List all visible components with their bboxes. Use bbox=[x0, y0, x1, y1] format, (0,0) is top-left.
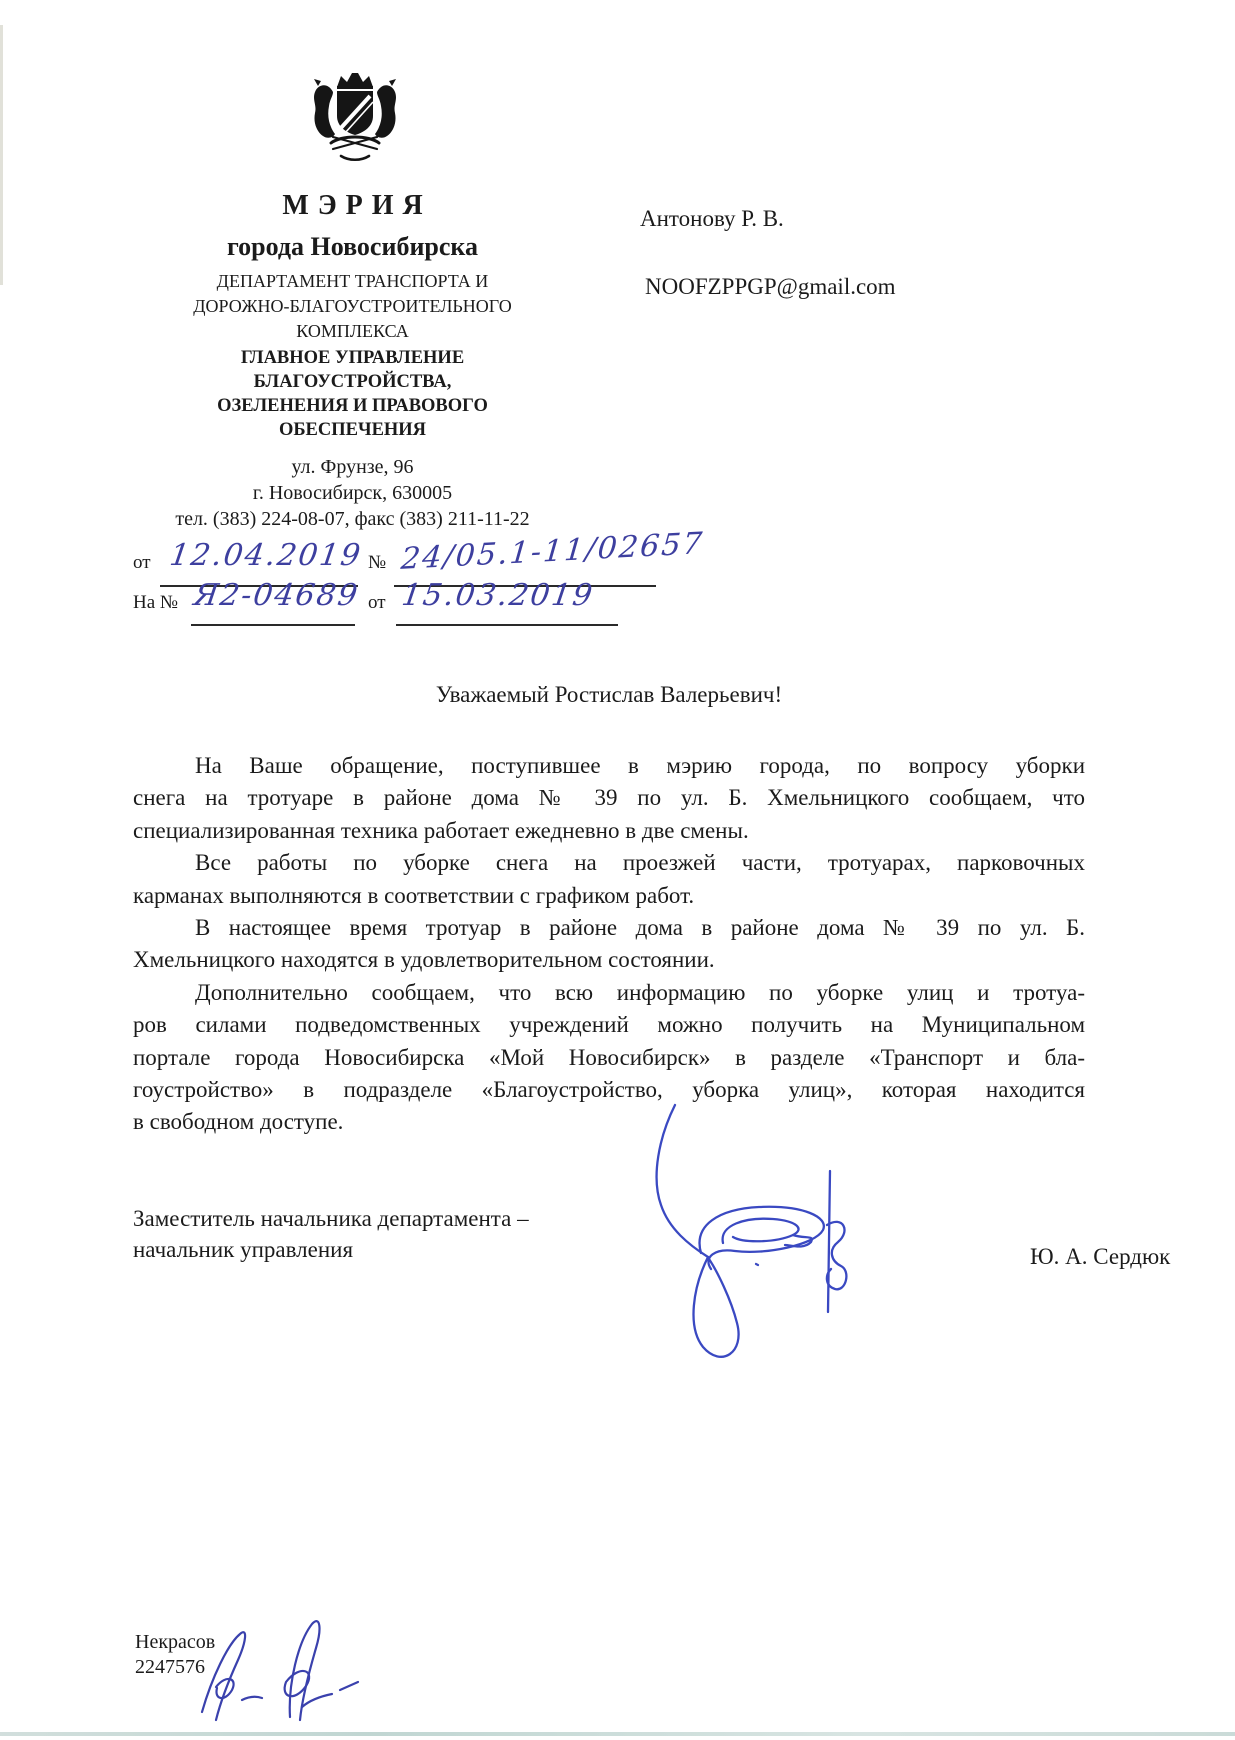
executor-name: Некрасов bbox=[135, 1631, 216, 1653]
body-line: снега на тротуаре в районе дома № 39 по ул. Б. Хмельницкого сообщаем, что bbox=[133, 785, 1085, 811]
division-line3: ОЗЕЛЕНЕНИЯ И ПРАВОВОГО bbox=[217, 396, 488, 416]
recipient-name: Антонову Р. В. bbox=[640, 206, 784, 231]
incoming-date-underline bbox=[396, 624, 618, 626]
body-line: На Ваше обращение, поступившее в мэрию города, по вопросу уборки bbox=[195, 753, 1085, 778]
body-line: В настоящее время тротуар в районе дома в районе дома № 39 по ул. Б. bbox=[195, 915, 1085, 941]
org-name-line1: МЭРИЯ bbox=[282, 190, 432, 221]
outgoing-number-label: № bbox=[368, 552, 387, 573]
signer-position-line2: начальник управления bbox=[133, 1237, 354, 1262]
salutation: Уважаемый Ростислав Валерьевич! bbox=[435, 682, 783, 707]
letterhead bbox=[110, 190, 595, 532]
scan-edge-artifact-bottom bbox=[0, 1732, 1235, 1736]
reply-to-label: На № bbox=[133, 592, 179, 613]
org-name-line2: города Новосибирска bbox=[226, 232, 479, 261]
incoming-number-handwritten: Я2-04689 bbox=[191, 578, 362, 613]
body-line: Все работы по уборке снега на проезжей части, тротуарах, парковочных bbox=[195, 850, 1085, 876]
signer-position-line1: Заместитель начальника департамента – bbox=[133, 1206, 529, 1231]
division-line4: ОБЕСПЕЧЕНИЯ bbox=[278, 420, 427, 440]
body-line: в свободном доступе. bbox=[133, 1109, 344, 1135]
incoming-date-label: от bbox=[368, 592, 386, 613]
address-phone-fax: тел. (383) 224-08-07, факс (383) 211-11-22 bbox=[175, 508, 530, 530]
letter-body bbox=[133, 750, 1085, 1139]
body-line: карманах выполняются в соответствии с графиком работ. bbox=[133, 882, 695, 908]
handwritten-signature bbox=[645, 1085, 875, 1375]
scan-edge-artifact-left bbox=[0, 25, 3, 285]
address-street: ул. Фрунзе, 96 bbox=[291, 456, 414, 478]
division-line2: БЛАГОУСТРОЙСТВА, bbox=[253, 372, 452, 392]
body-line: специализированная техника работает ежедневно в две смены. bbox=[133, 817, 749, 843]
department-line3: КОМПЛЕКСА bbox=[296, 321, 409, 341]
body-line: портале города Новосибирска «Мой Новосибирск» в разделе «Транспорт и бла- bbox=[133, 1044, 1085, 1070]
outgoing-date-handwritten: 12.04.2019 bbox=[167, 538, 365, 573]
incoming-number-underline bbox=[191, 624, 355, 626]
division-line1: ГЛАВНОЕ УПРАВЛЕНИЕ bbox=[240, 348, 465, 368]
executor-handwritten-initials bbox=[190, 1612, 380, 1737]
body-line: Дополнительно сообщаем, что всю информацию по уборке улиц и тротуа- bbox=[195, 979, 1085, 1005]
outgoing-date-label: от bbox=[133, 552, 151, 573]
body-line: Хмельницкого находятся в удовлетворительном состоянии. bbox=[133, 947, 715, 973]
body-line: гоустройство» в подразделе «Благоустройство, уборка улиц», которая находится bbox=[133, 1077, 1085, 1103]
address-city: г. Новосибирск, 630005 bbox=[252, 482, 453, 504]
outgoing-number-handwritten: 24/05.1-11/02657 bbox=[399, 526, 706, 577]
body-line: ров силами подведомственных учреждений можно получить на Муниципальном bbox=[133, 1012, 1085, 1038]
recipient-email: NOOFZPPGP@gmail.com bbox=[645, 274, 896, 299]
incoming-date-handwritten: 15.03.2019 bbox=[399, 578, 597, 613]
department-line1: ДЕПАРТАМЕНТ ТРАНСПОРТА И bbox=[216, 271, 489, 291]
signer-name: Ю. А. Сердюк bbox=[1030, 1244, 1171, 1269]
executor-phone: 2247576 bbox=[135, 1656, 205, 1678]
novosibirsk-coat-of-arms-icon bbox=[307, 72, 403, 164]
department-line2: ДОРОЖНО-БЛАГОУСТРОИТЕЛЬНОГО bbox=[193, 296, 512, 316]
